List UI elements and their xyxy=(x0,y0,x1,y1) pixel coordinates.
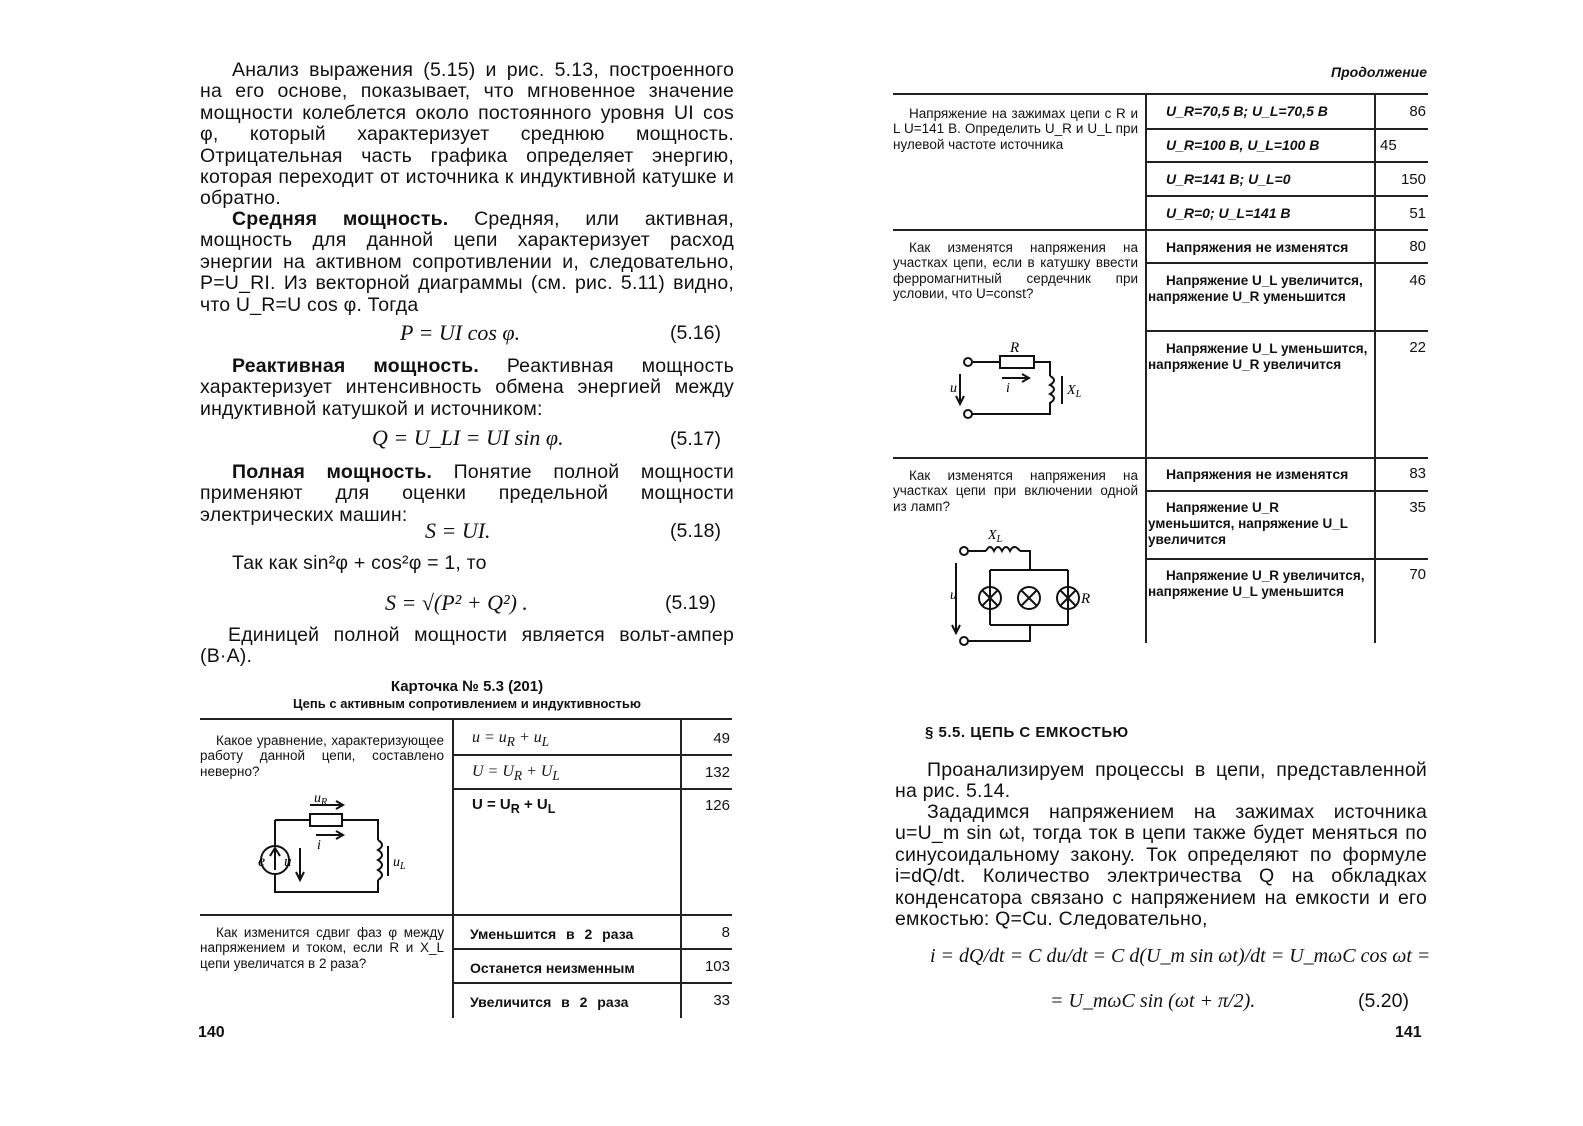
answer-3-3: U_R=141 В; U_L=0 xyxy=(1166,171,1291,187)
answer-number-3-4: 51 xyxy=(1409,205,1426,222)
table-row-line xyxy=(893,457,1428,459)
answer-5-1: Напряжения не изменятся xyxy=(1166,466,1349,482)
continuation-label: Продолжение xyxy=(1331,64,1427,80)
paragraph-power-analysis: Анализ выражения (5.15) и рис. 5.13, построенного на его основе, показывает, что мгновенное значение мощности колеблется около постоянного уровня UI cos φ, который характеризует среднюю мощность. Отрицательная часть графика определяет энергию, которая переходит от источника к индуктивной катушке и обратно. xyxy=(200,59,734,210)
answer-number-4-2: 46 xyxy=(1409,272,1426,289)
table-row-line xyxy=(1146,558,1428,560)
answer-number-3-2: 45 xyxy=(1380,137,1397,154)
equation-5-20-line-1: i = dQ/dt = C du/dt = C d(U_m sin ωt)/dt = U_mωC cos ωt = xyxy=(930,945,1431,967)
table-top-border xyxy=(200,718,732,720)
answer-3-1: U_R=70,5 В; U_L=70,5 В xyxy=(1166,103,1328,119)
answer-number-4-3: 22 xyxy=(1409,339,1426,356)
answer-number-2-2: 103 xyxy=(704,958,730,975)
answer-3-2: U_R=100 В, U_L=100 В xyxy=(1166,137,1320,153)
answer-number-4-1: 80 xyxy=(1409,238,1426,255)
answer-number-5-1: 83 xyxy=(1409,465,1426,482)
answer-2-1: Уменьшится в 2 раза xyxy=(470,926,634,942)
table-row-line xyxy=(1146,128,1428,130)
paragraph-reactive-power xyxy=(200,356,734,420)
circuit-rl-core-diagram xyxy=(950,340,1090,430)
equation-number-5-19: (5.19) xyxy=(665,592,716,614)
answer-1-1: $u = u_R + u_L$ xyxy=(472,729,550,750)
question-2: Как изменится сдвиг фаз φ между напряжением и током, если R и X_L цепи увеличатся в 2 раза? xyxy=(200,925,444,971)
answer-2-2: Останется неизменным xyxy=(470,960,635,976)
label-u: u xyxy=(950,588,957,603)
answer-number-3-1: 86 xyxy=(1409,103,1426,120)
answer-1-3: $U = U_R + U_L$ xyxy=(472,796,556,816)
answer-number-5-3: 70 xyxy=(1409,566,1426,583)
table-top-border xyxy=(893,93,1428,95)
label-i: i xyxy=(317,838,321,853)
answer-number-2-1: 8 xyxy=(721,924,730,941)
paragraph-apparent-power xyxy=(200,462,734,526)
table-row-line xyxy=(893,229,1428,231)
paragraph-unit: Единицей полной мощности является вольт-ампер (В·А). xyxy=(200,624,734,668)
paragraph-identity: Так как sin²φ + cos²φ = 1, то xyxy=(232,552,487,574)
label-i: i xyxy=(1006,381,1010,396)
answer-4-2: Напряжение U_L увеличится, напряжение U_R уменьшится xyxy=(1148,273,1363,304)
label-r: R xyxy=(1010,340,1020,356)
answer-number-3-3: 150 xyxy=(1400,171,1426,188)
answer-2-3: Увеличится в 2 раза xyxy=(470,994,629,1010)
answer-4-3: Напряжение U_L уменьшится, напряжение U_R увеличится xyxy=(1148,341,1368,372)
answer-5-2: Напряжение U_R уменьшится, напряжение U_L увеличится xyxy=(1148,500,1348,547)
table-row-line xyxy=(1146,161,1428,163)
equation-5-18: S = UI. xyxy=(425,518,491,543)
circuit-rl-series-diagram xyxy=(240,790,420,900)
equation-5-16: P = UI cos φ. xyxy=(400,320,521,345)
answer-number-1-3: 126 xyxy=(704,797,730,814)
answer-3-4: U_R=0; U_L=141 В xyxy=(1166,205,1291,221)
question-4: Как изменятся напряжения на участках цепи, если в катушку ввести ферромагнитный сердечник при условии, что U=const? xyxy=(893,240,1138,302)
answer-4-1: Напряжения не изменятся xyxy=(1166,239,1349,255)
answer-number-1-1: 49 xyxy=(713,730,730,747)
card-subtitle: Цепь с активным сопротивлением и индуктивностью xyxy=(293,696,641,711)
question-3: Напряжение на зажимах цепи с R и L U=141 В. Определить U_R и U_L при нулевой частоте источника xyxy=(893,106,1138,152)
label-u-l: $u_L$ xyxy=(393,855,406,872)
label-e: e xyxy=(258,853,266,870)
circuit-lamps-diagram xyxy=(950,525,1110,650)
table-divider-question xyxy=(1145,93,1147,643)
heading-average-power: Средняя мощность. xyxy=(232,208,449,230)
page-number-left: 140 xyxy=(198,1024,225,1041)
table-row-line xyxy=(453,948,732,950)
page-number-right: 141 xyxy=(1395,1024,1422,1041)
equation-number-5-18: (5.18) xyxy=(670,520,721,542)
equation-number-5-16: (5.16) xyxy=(670,322,721,344)
answer-1-2: $U = U_R + U_L$ xyxy=(472,763,560,784)
text-apparent-power: Понятие полной мощности применяют для оценки предельной мощности электрических машин: xyxy=(200,461,734,526)
label-x-l: $X_L$ xyxy=(988,528,1003,545)
table-row-line xyxy=(453,788,732,790)
question-1: Какое уравнение, характеризующее работу данной цепи, составлено неверно? xyxy=(200,733,444,779)
left-page xyxy=(0,0,790,1126)
label-u: u xyxy=(950,381,957,396)
right-page xyxy=(790,0,1583,1126)
label-r: R xyxy=(1081,591,1091,607)
table-row-line xyxy=(1146,490,1428,492)
paragraph-capacitor-intro: Проанализируем процессы в цепи, представленной на рис. 5.14. xyxy=(895,759,1427,803)
equation-number-5-20: (5.20) xyxy=(1358,990,1409,1012)
table-row-line xyxy=(453,982,732,984)
section-heading: § 5.5. ЦЕПЬ С ЕМКОСТЬЮ xyxy=(925,724,1129,741)
answer-number-5-2: 35 xyxy=(1409,499,1426,516)
table-row-line xyxy=(453,754,732,756)
table-divider-number xyxy=(1374,93,1376,643)
question-5: Как изменятся напряжения на участках цепи при включении одной из ламп? xyxy=(893,468,1138,514)
table-divider-number xyxy=(680,718,682,1018)
text-reactive-power: Реактивная мощность характеризует интенсивность обмена энергией между индуктивной катушкой и источником: xyxy=(200,355,735,420)
label-x-l: $X_L$ xyxy=(1067,383,1082,400)
card-title: Карточка № 5.3 (201) xyxy=(390,678,544,695)
equation-5-17: Q = U_LI = UI sin φ. xyxy=(372,425,564,450)
table-row-line xyxy=(1146,262,1428,264)
answer-number-2-3: 33 xyxy=(713,992,730,1009)
table-row-line xyxy=(1146,330,1428,332)
table-row-line xyxy=(200,914,732,916)
heading-reactive-power: Реактивная мощность. xyxy=(232,355,479,377)
paragraph-capacitor-analysis: Зададимся напряжением на зажимах источника u=U_m sin ωt, тогда ток в цепи также будет меняться по синусоидальному закону. Ток определяют по формуле i=dQ/dt. Количество электричества Q на обкладках конденсатора связано с напряжением на емкости и его емкостью: Q=Cu. Следовательно, xyxy=(895,801,1427,931)
text-average-power: Средняя, или активная, мощность для данной цепи характеризует расход энергии на активном сопротивлении и, следовательно, P=U_RI. Из векторной диаграммы (см. рис. 5.11) видно, что U_R=U cos φ. Тогда xyxy=(200,208,734,316)
equation-5-20-line-2: = U_mωC sin (ωt + π/2). xyxy=(1050,990,1256,1012)
answer-number-1-2: 132 xyxy=(704,764,730,781)
table-row-line xyxy=(1146,195,1428,197)
table-divider-question xyxy=(452,718,454,1018)
heading-apparent-power: Полная мощность. xyxy=(232,461,433,483)
equation-number-5-17: (5.17) xyxy=(670,428,721,450)
paragraph-average-power xyxy=(200,209,734,316)
answer-5-3: Напряжение U_R увеличится, напряжение U_L уменьшится xyxy=(1148,568,1365,599)
label-u-r: $u_R$ xyxy=(314,791,328,808)
label-u: u xyxy=(284,854,292,870)
equation-5-19: S = √(P² + Q²) . xyxy=(385,590,528,615)
